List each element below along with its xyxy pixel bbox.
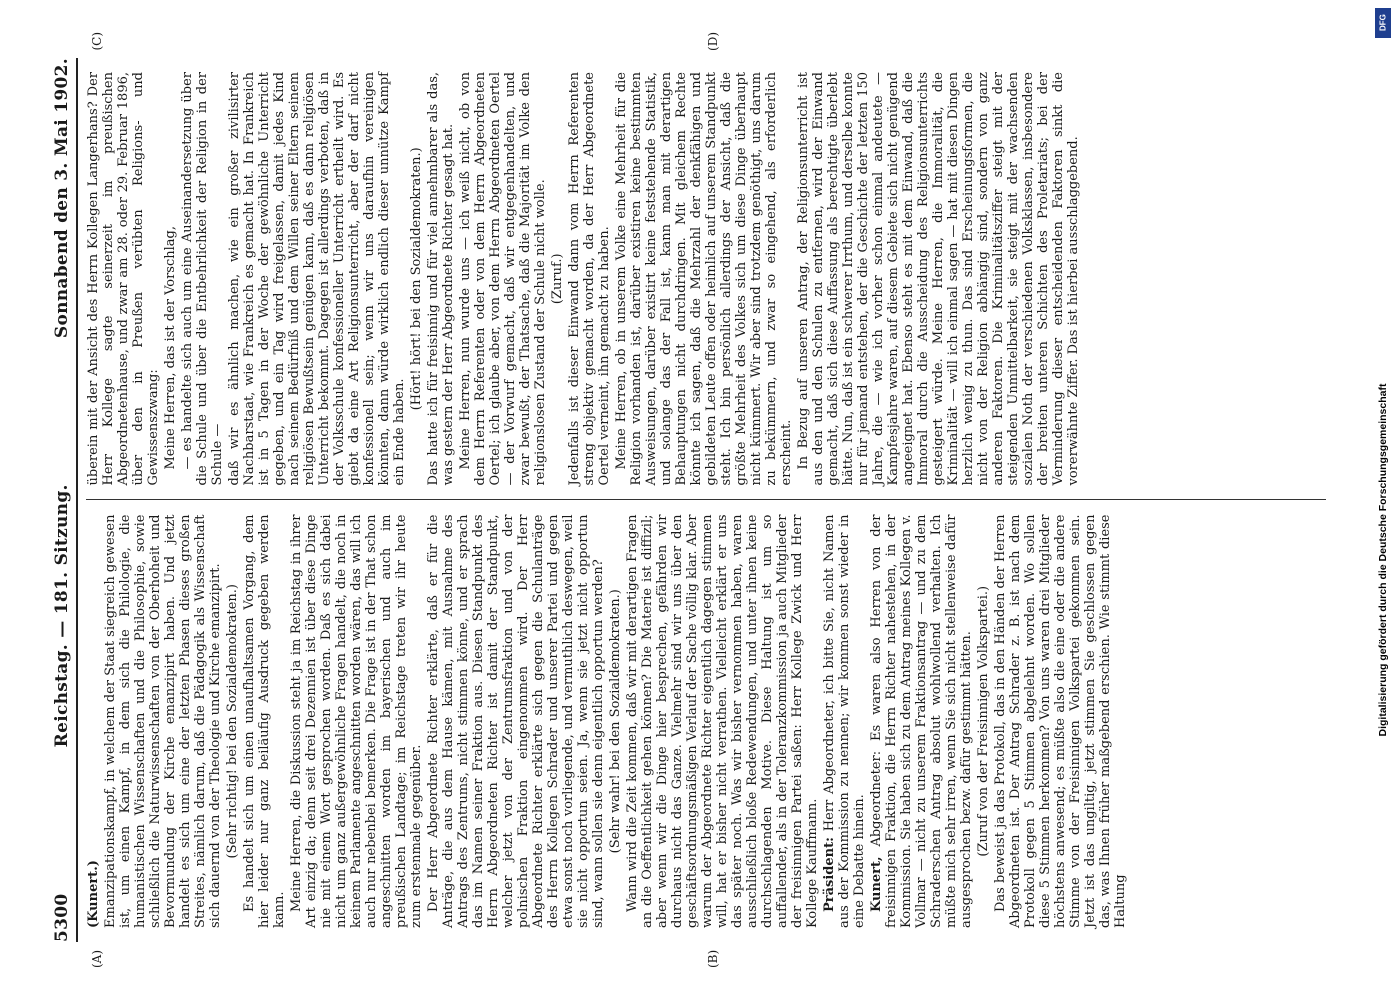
quote: Meine Herren, das ist der Vorschlag, [163,226,178,470]
paragraph: Das hatte ich für freisinnig und für viel annehmbarer als das, was gestern der Herr Abgeordnete Richter gesagt hat. [426,72,456,486]
session-date: Sonnabend den 3. Mai 1902. [52,58,72,339]
paragraph: Jedenfalls ist dieser Einwand dann vom Herrn Referenten streng objektiv gemacht worden, da der Herr Abgeordnete Oertel verneint, ihn gemacht zu haben. [567,72,612,486]
session-title: Reichstag. — 181. Sitzung. [52,484,72,748]
speech-president [822,515,867,929]
speaker-name: Kunert, [869,856,884,912]
paragraph: — es handelte sich auch um eine Auseinandersetzung über die Schule und über die Entbehrlichkeit der Religion in der Schule — [180,72,225,486]
paragraph: Der Herr Abgeordnete Richter erklärte, daß er für die Anträge, die aus dem Hause kämen, mit Ausnahme des Antrags des Zentrums, nicht stimmen könne, und er sprach das im Namen seiner Fraktion aus. Diesen Standpunkt des Herrn Abgeordneten Richter ist damit der Standpunkt, welcher jetzt von der Zentrumsfraktion und von der polnischen Fraktion eingenommen wird. Der Herr Abgeordnete Richter erklärte sich gegen die Schulanträge des Herrn Kollegen Schrader und unserer Partei und gegen etwa sonst noch vorliegende, und vermuthlich deswegen, weil sie nicht opportun seien. Ja, wenn sie jetzt nicht opportun sind, wann sollen sie denn eigentlich opportun werden? [426,514,606,928]
paragraph: überein mit der Ansicht des Herrn Kollegen Langerhans? Der Herr Kollege sagte seinerzeit im preußischen Abgeordnetenhause, und zwar am 28. oder 29. Februar 1896, über den in Preußen verübten Religions- und Gewissenszwang: [86,72,161,486]
page-number: 5300 [52,893,72,942]
right-column [86,32,1326,500]
paragraph: Meine Herren, die Diskussion steht ja im Reichstag in ihrer Art einzig da; denn seit drei Dezennien ist über diese Dinge nie mit einem Wort gesprochen worden. Daß es sich dabei nicht um ganz außergewöhnliche Fragen handelt, die noch in keinem Parlamente angeschnitten worden wären, das will ich auch nur nebenbei bemerken. Die Frage ist in der That schon angeschnitten worden im bayerischen und auch im preußischen Landtage; im Reichstage treten wir ihr heute zum erstenmale gegenüber. [289,514,424,928]
paragraph: Das beweist ja das Protokoll, das in den Händen der Herren Abgeordneten ist. Der Antrag Schrader z. B. ist nach dem Protokoll gegen 5 Stimmen abgelehnt worden. Wo sollen diese 5 Stimmen herkommen? Von uns waren drei Mitglieder höchstens anwesend; es müßte also die eine oder die andere Stimme von der Freisinnigen Volkspartei gekommen sein. Jetzt ist das ungiltig, jetzt stimmen Sie geschlossen gegen das, was Ihnen früher maßgebend erschien. Wie stimmt diese Haltung [993,514,1128,928]
interjection: (Sehr richtig! bei den Sozialdemokraten.) [225,584,240,859]
paragraph: Meine Herren, nun wurde uns — ich weiß nicht, ob von dem Herrn Referenten oder von dem Herrn Abgeordneten Oertel; ich glaube aber, von dem Herrn Abgeordneten Oertel — der Vorwurf gemacht, daß wir entgegenhandelten, und zwar bewußt, der Thatsache, daß die Majorität im Volke den religionslosen Zustand der Schule nicht wolle. [458,72,548,486]
margin-marker-a: (A) [90,949,104,968]
margin-marker-b: (B) [706,949,720,968]
interjection: (Sehr wahr! bei den Sozialdemokraten.) [608,589,623,854]
left-column [86,500,1326,968]
speech-kunert [869,515,974,929]
dfg-logo: DFG [1375,8,1391,38]
page-header [52,58,78,942]
text-columns [86,32,1326,968]
paragraph: Meine Herren, ob in unserem Volke eine Mehrheit für die Religion vorhanden ist, darüber existiren keine bestimmten Ausweisungen, darüber existirt keine feststehende Statistik, und solange das der Fall ist, kann man mit derartigen Behauptungen nicht durchdringen. Mit gleichem Rechte könnte ich sagen, daß die Mehrzahl der denkfähigen und gebildeten Leute offen oder heimlich auf unserem Standpunkt steht. Ich bin persönlich allerdings der Ansicht, daß die größte Mehrheit des Volkes sich um diese Dinge überhaupt nicht kümmert. Wir aber sind trotzdem genöthigt, uns darum zu bekümmern, und zwar so eingehend, als erforderlich erscheint. [614,72,794,486]
document-page [38,30,1358,970]
speaker-tag: (Kunert.) [86,860,101,928]
paragraph: In Bezug auf unseren Antrag, der Religionsunterricht ist aus den und den Schulen zu entfernen, wird der Einwand gemacht, daß sich diese Auffassung als berechtigte überlebt hätte. Nun, daß ist ein schwerer Irrthum, und derselbe konnte nur für jemand entstehen, der die Geschichte der letzten 150 Jahre, die — wie ich vorher schon einmal andeutete — Kampfesjahre waren, auf diesem Gebiete sich nicht genügend angeeignet hat. Ebenso steht es mit dem Einwand, daß die Immoral durch die Ausscheidung des Religionsunterrichts gesteigert würde. Meine Herren, die Immoralität, die Kriminalität — will ich einmal sagen — hat mit diesen Dingen herzlich wenig zu thun. Das sind Erscheinungsformen, die nicht von der Religion abhängig sind, sondern von ganz anderen Faktoren. Die Kriminalitätsziffer steigt mit der steigenden Unmittelbarkeit, sie steigt mit der wachsenden sozialen Noth der verschiedenen Volksklassen, insbesondere der breiten unteren Schichten des Proletariats; bei der Verminderung dieser entscheidenden Faktoren sinkt die vorerwähnte Ziffer. Das ist hierbei ausschlaggebend. [796,72,1081,486]
digitization-credit: Digitalisierung gefördert durch die Deutsche Forschungsgemeinschaft [1377,383,1389,737]
speech-text: Abgeordneter: Es waren also Herren von der freisinnigen Fraktion, die Herrn Richter nahestehen, in der Kommission. Sie haben sich zu dem Antrag meines Kollegen v. Vollmar — nicht zu unserem Fraktionsantrag — und zu dem Schraderschen Antrag absolut wohlwollend verhalten. Ich müßte mich sehr irren, wenn Sie sich nicht stellenweise dafür ausgesprochen bezw. dafür gestimmt hätten. [869,514,974,928]
margin-marker-d: (D) [706,32,720,51]
margin-marker-c: (C) [90,32,104,51]
paragraph: Emanzipationskampf, in welchem der Staat siegreich gewesen ist, um einen Kampf, in dem sich die Philologie, die humanistischen Wissenschaften und die Philosophie, sowie schließlich die Naturwissenschaften von der Oberhoheit und Bevormundung der Kirche emanzipirt haben. Und jetzt handelt es sich um eine der letzten Phasen dieses großen Streites, nämlich darum, daß die Pädagogik als Wissenschaft sich dauernd von der Theologie und Kirche emanzipirt. [103,514,223,928]
quote: daß wir es ähnlich machen, wie ein großer zivilisirter Nachbarstaat, wie Frankreich es gemacht hat. In Frankreich ist in 5 Tagen in der Woche der gewöhnliche Unterricht gegeben, und ein Tag wird freigelassen, damit jedes Kind nach seinem Bedürfniß und dem Willen seiner Eltern seinem religiösen Bewußtsein genügen kann, daß es dann religiösen Unterricht bekommt. Dagegen ist allerdings verboten, daß in der Volksschule konfessioneller Unterricht ertheilt wird. Es giebt da eine Art Religionsunterricht, aber der darf nicht konfessionell sein; wenn wir uns daraufhin vereinigen könnten, dann würde wirklich endlich dieser unnütze Kampf ein Ende haben. [227,72,407,486]
interjection: (Hört! hört! bei den Sozialdemokraten.) [409,147,424,411]
paragraph: Es handelt sich um einen unaufhaltsamen Vorgang, dem hier leider nur ganz beiläufig Ausdruck gegeben werden kann. [242,514,287,928]
speaker-name: Präsident: [822,837,837,912]
interjection: (Zuruf.) [550,253,565,305]
speech-text: Herr Abgeordneter, ich bitte Sie, nicht Namen aus der Kommission zu nennen; wir kommen sonst wieder in eine Debatte hinein. [822,514,867,928]
paragraph: Wann wird die Zeit kommen, daß wir mit derartigen Fragen an die Oeffentlichkeit gehen können? Die Materie ist diffizil; aber wenn wir die Dinge hier besprechen, gefährden wir durchaus nicht das Ganze. Vielmehr sind wir uns über den geschäftsordnungsmäßigen Verlauf der Sache völlig klar. Aber warum der Abgeordnete Richter eigentlich dagegen stimmen will, hat er bisher nicht verrathen. Vielleicht erklärt er uns das später noch. Was wir bisher vernommen haben, waren ausschließlich bloße Redewendungen, und unter ihnen keine durchschlagenden Motive. Diese Haltung ist um so auffallender, als in der Toleranzkommission ja auch Mitglieder der freisinnigen Partei saßen: Herr Kollege Zwick und Herr Kollege Kauffmann. [625,514,820,928]
interjection: (Zuruf von der Freisinnigen Volkspartei.) [976,585,991,857]
digitization-sidebar [1369,0,1397,1000]
